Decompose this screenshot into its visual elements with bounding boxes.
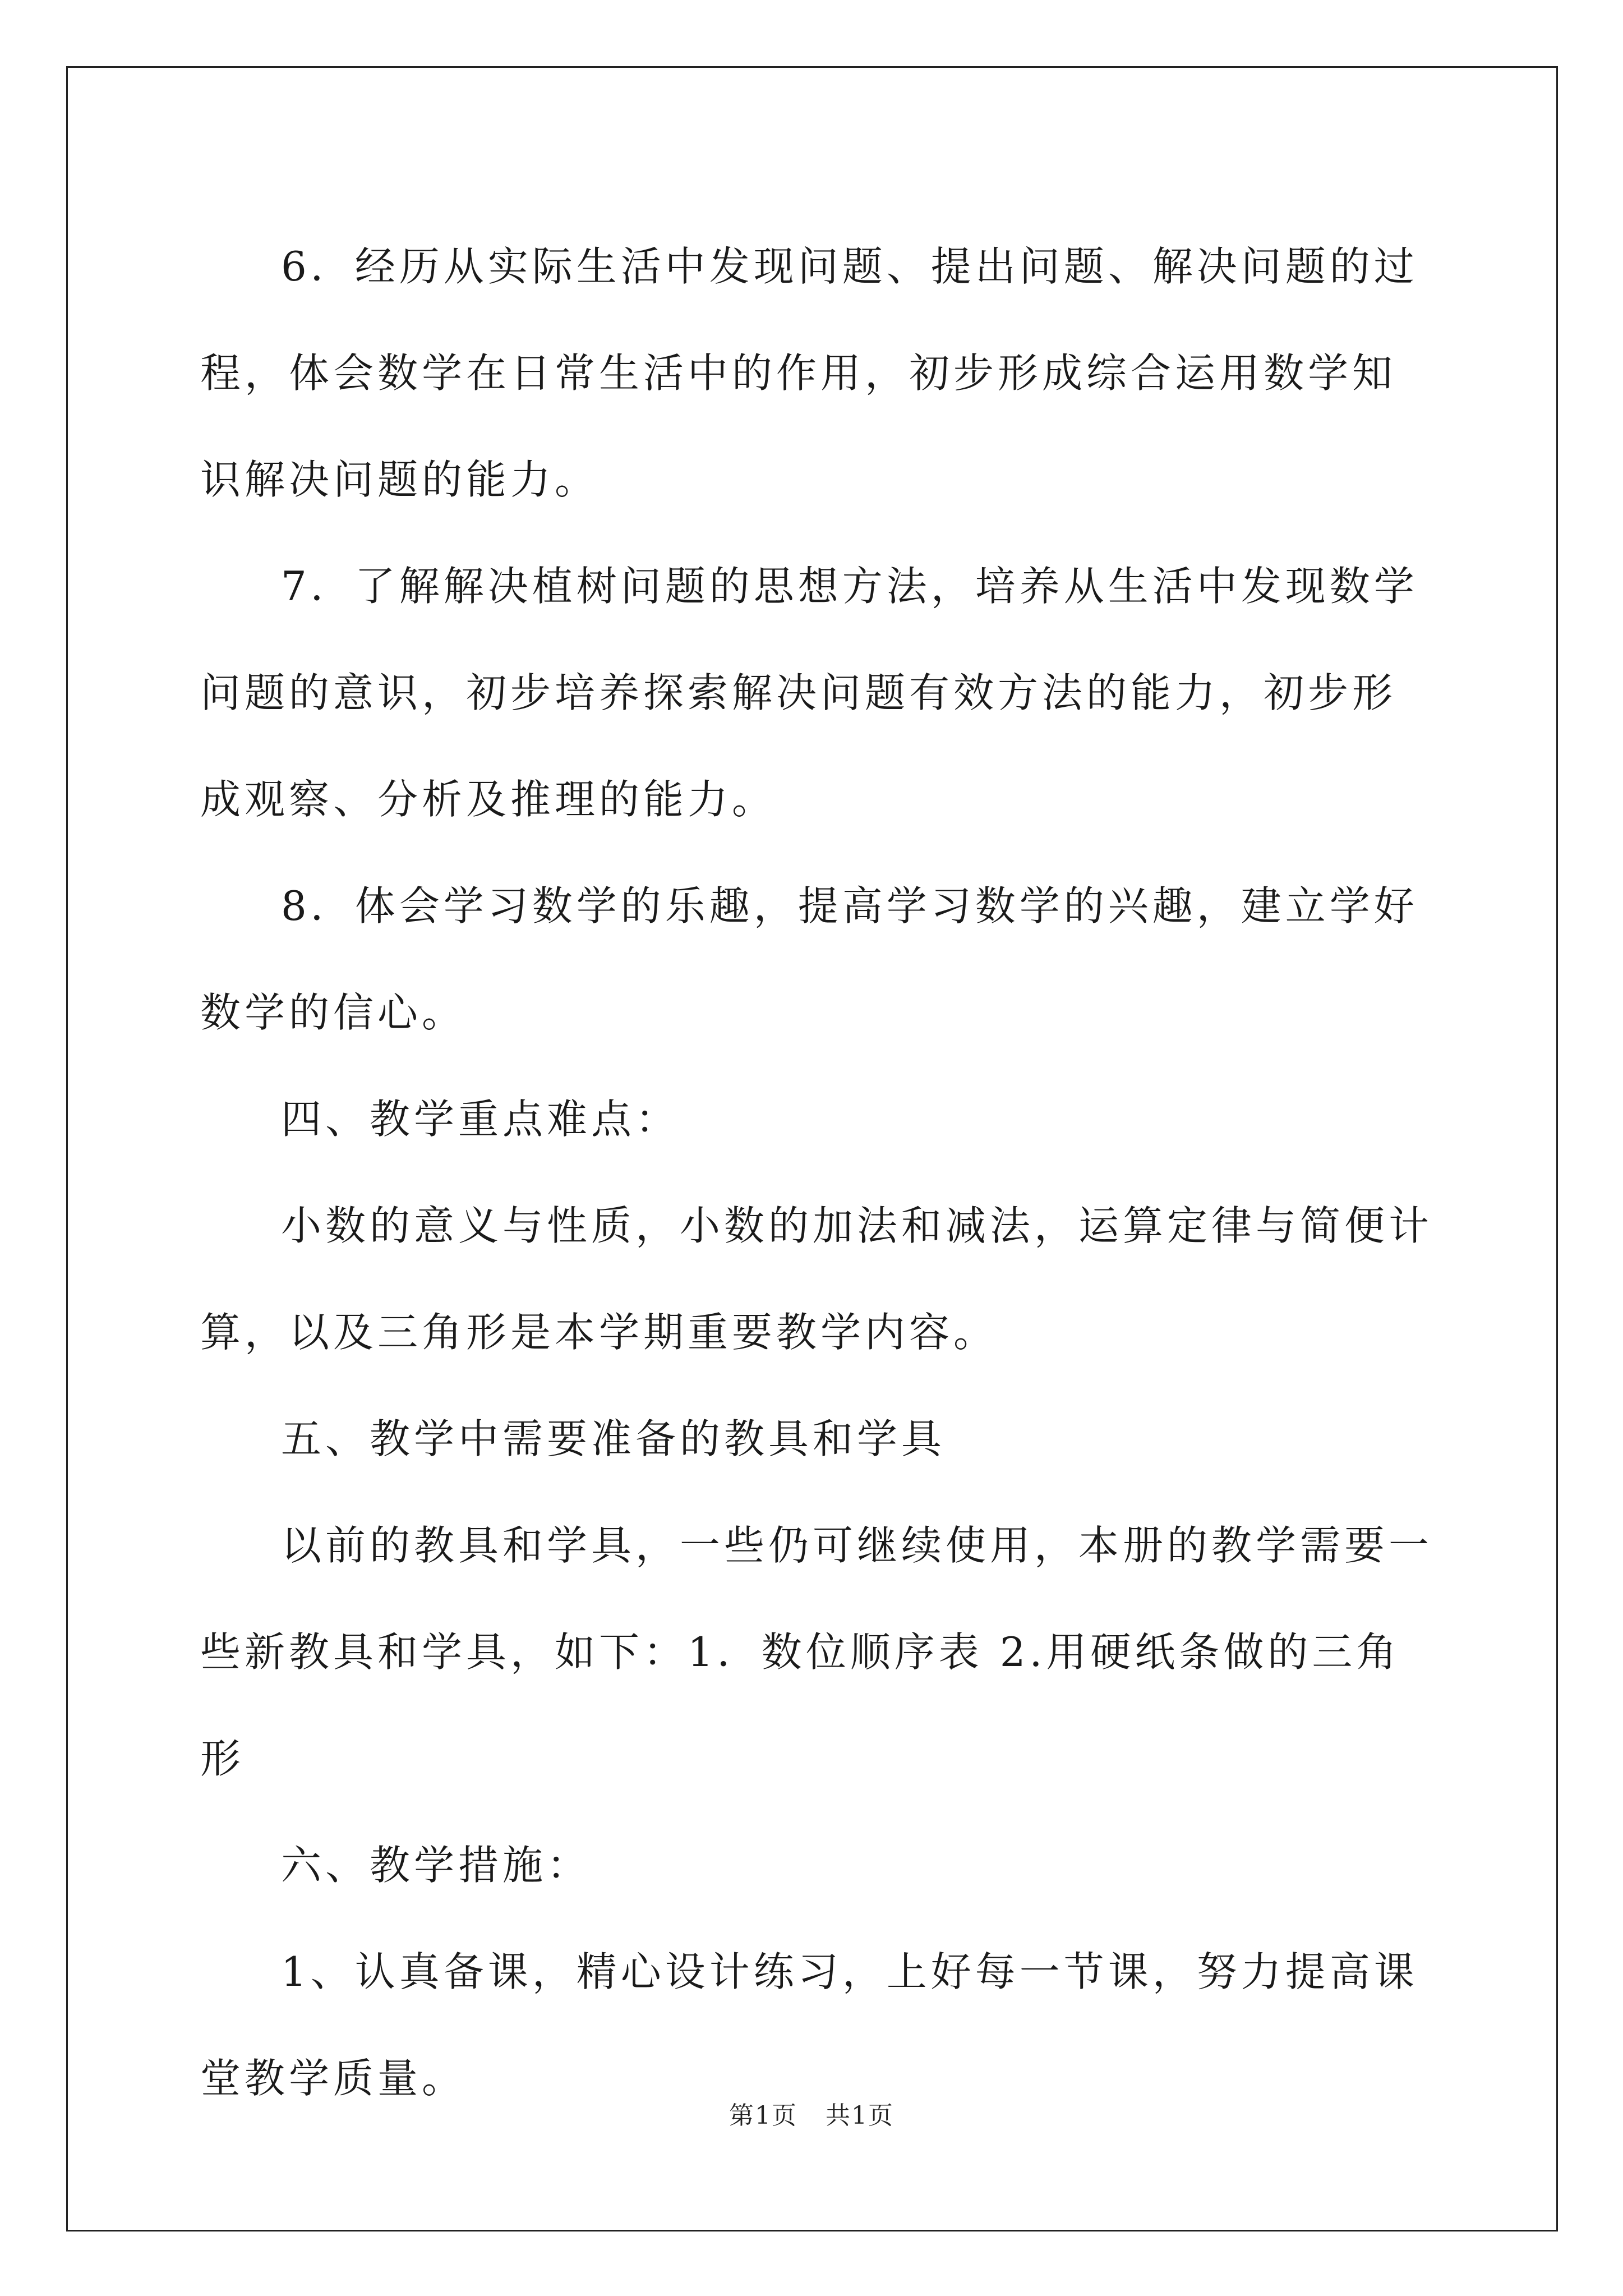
- section-heading-measures: 六、教学措施：: [281, 1842, 592, 1889]
- paragraph-objective-6: 6．经历从实际生活中发现问题、提出问题、解决问题的过程，体会数学在日常生活中的作用，初步形成综合运用数学知识解决问题的能力。: [200, 243, 1418, 503]
- paragraph-key-points: 小数的意义与性质，小数的加法和减法，运算定律与简便计算，以及三角形是本学期重要教学内容。: [200, 1202, 1433, 1356]
- paragraph-objective-8: 8．体会学习数学的乐趣，提高学习数学的兴趣，建立学好数学的信心。: [200, 882, 1418, 1036]
- paragraph-measure-1: 1、认真备课，精心设计练习，上好每一节课，努力提高课堂教学质量。: [200, 1948, 1418, 2102]
- page-number-total: 共1页: [826, 2101, 894, 2130]
- page-footer: [0, 2095, 1623, 2131]
- section-heading-teaching-aids: 五、教学中需要准备的教具和学具: [281, 1415, 946, 1462]
- section-heading-key-points: 四、教学重点难点：: [281, 1096, 680, 1143]
- paragraph-teaching-aids: 以前的教具和学具，一些仍可继续使用，本册的教学需要一些新教具和学具，如下：1．数位顺序表 2.用硬纸条做的三角形: [200, 1522, 1433, 1782]
- document-body: [200, 213, 1434, 2132]
- paragraph-objective-7: 7．了解解决植树问题的思想方法，培养从生活中发现数学问题的意识，初步培养探索解决问题有效方法的能力，初步形成观察、分析及推理的能力。: [200, 563, 1418, 823]
- page-number-current: 第1页: [729, 2101, 797, 2130]
